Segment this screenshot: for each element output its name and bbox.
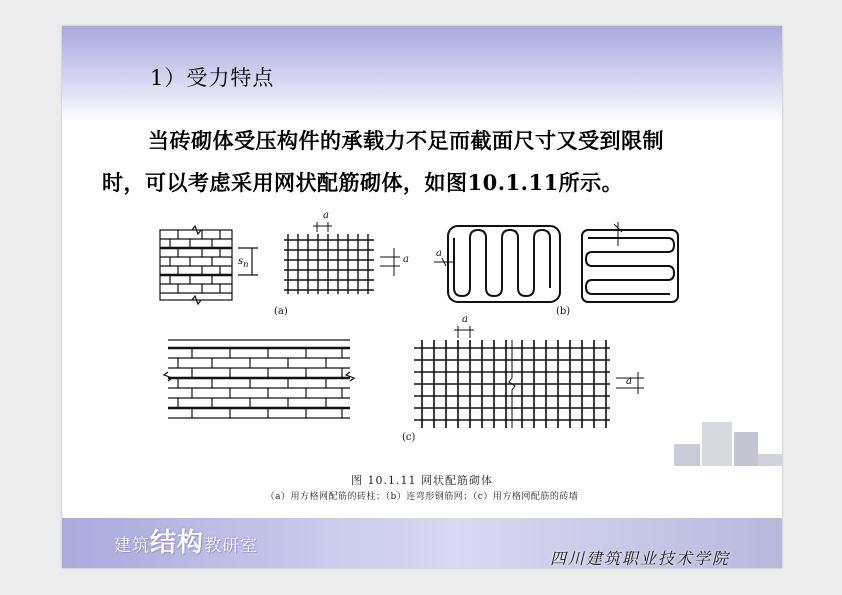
footer-lab-name — [114, 522, 258, 559]
mesh-section-drawing — [380, 248, 400, 276]
brick-wall-drawing — [164, 340, 354, 418]
dim-a-wall-top: a — [462, 314, 468, 325]
lab-name-part3: 教研室 — [204, 536, 259, 556]
dim-a-serpentine: a — [436, 248, 442, 259]
dim-a-top: a — [323, 210, 329, 221]
lab-name-part2: 结构 — [150, 528, 205, 558]
dim-a-wall-side: a — [626, 376, 632, 387]
footer-school-name: 四川建筑职业技术学院 — [550, 549, 731, 568]
dim-a-side: a — [403, 254, 409, 265]
figure-caption-title: 图 10.1.11 网状配筋砌体 — [351, 474, 493, 487]
serpentine-mesh-vertical-drawing — [448, 226, 560, 302]
figure-label-c: (c) — [402, 432, 416, 443]
slide-title: 1）受力特点 — [150, 66, 275, 90]
lab-name-part1: 建筑 — [114, 536, 150, 556]
dim-sn — [238, 256, 249, 269]
body-line-2: 时，可以考虑采用网状配筋砌体，如图10.1.11所示。 — [102, 170, 624, 195]
dim-sn-letter: s — [238, 256, 244, 267]
square-mesh-drawing — [284, 222, 374, 294]
skyline-decoration — [642, 422, 782, 466]
figure-label-a: (a) — [274, 306, 288, 317]
figure-caption-subtitle: （a）用方格网配筋的砖柱；（b）连弯形钢筋网；（c）用方格网配筋的砖墙 — [265, 492, 579, 502]
slide — [62, 26, 782, 568]
wall-mesh-drawing — [414, 326, 644, 428]
dim-sn-subscript: n — [243, 259, 249, 269]
reinforcement-figure — [62, 26, 782, 466]
body-line-1: 当砖砌体受压构件的承载力不足而截面尺寸又受到限制 — [148, 128, 664, 153]
serpentine-mesh-horizontal-drawing — [582, 222, 678, 302]
figure-label-b: (b) — [556, 306, 571, 317]
